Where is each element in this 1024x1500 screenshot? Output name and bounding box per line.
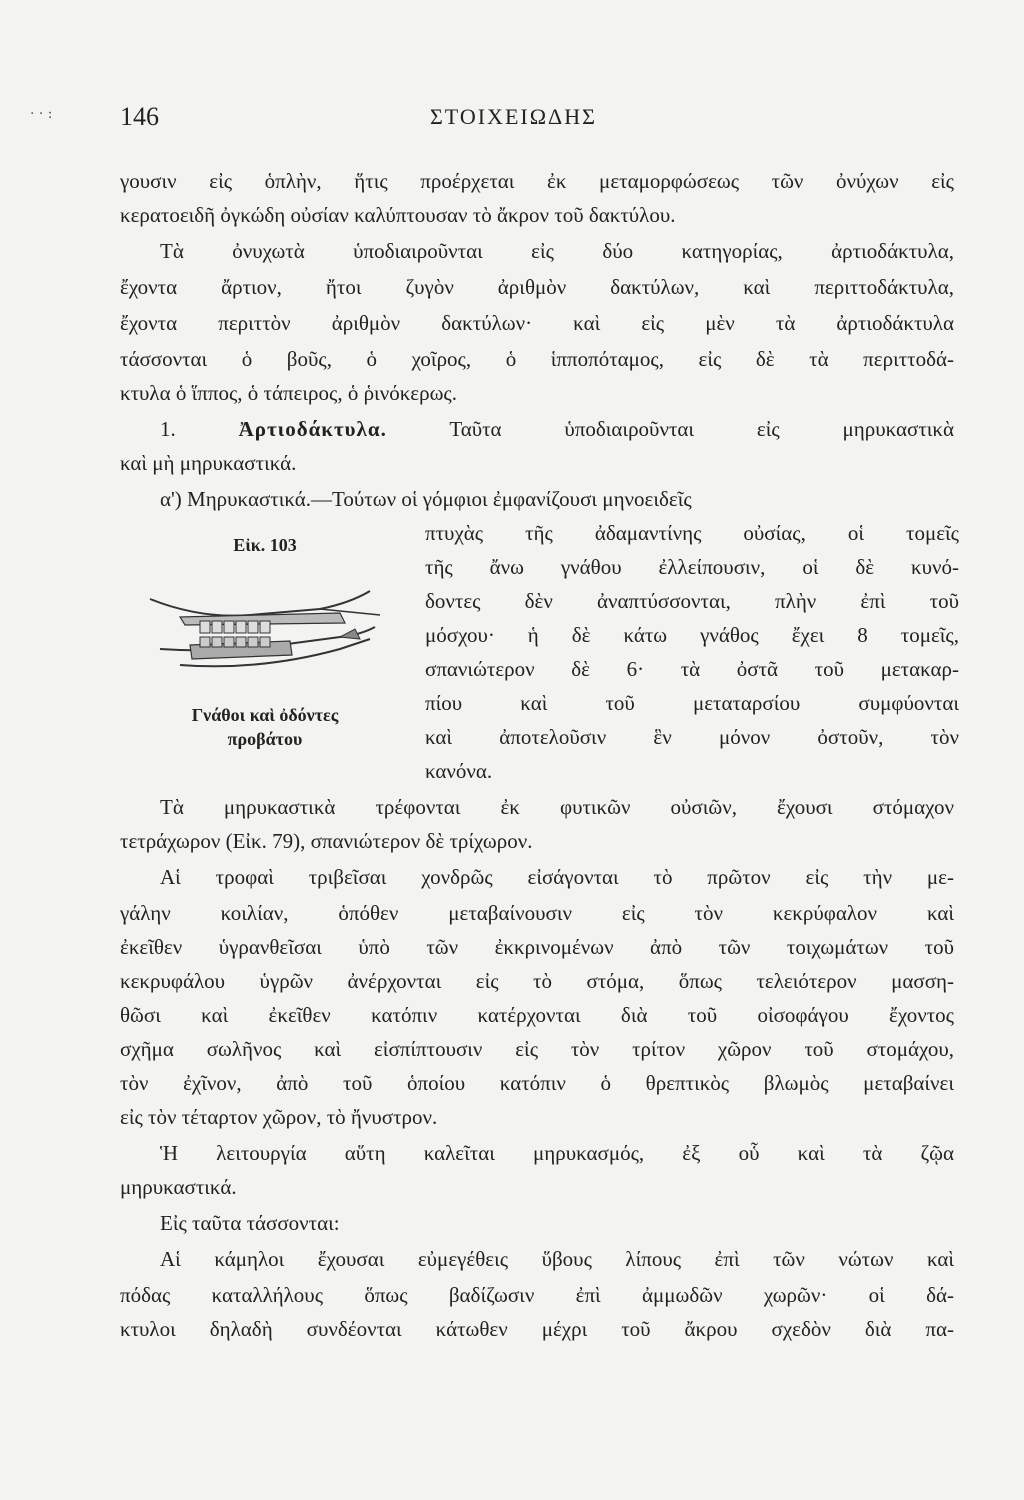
figure-103 (130, 535, 400, 760)
text-line: Αἱ τροφαὶ τριβεῖσαι χονδρῶς εἰσάγονται τὸ πρῶτον εἰς τὴν με- (160, 865, 954, 889)
wrap-line: πτυχὰς τῆς ἀδαμαντίνης οὐσίας, οἱ τομεῖς (425, 521, 959, 545)
sheep-jaws-icon (140, 579, 390, 689)
wrap-line: τῆς ἄνω γνάθου ἐλλείπουσιν, οἱ δὲ κυνό- (425, 555, 959, 579)
text-line: σχῆμα σωλῆνος καὶ εἰσπίπτουσιν εἰς τὸν τρίτον χῶρον τοῦ στομάχου, (120, 1037, 954, 1061)
text-line: Ἡ λειτουργία αὕτη καλεῖται μηρυκασμός, ἐξ οὗ καὶ τὰ ζῷα (160, 1141, 954, 1165)
figure-caption (130, 703, 400, 751)
text-line: καὶ μὴ μηρυκαστικά. (120, 451, 297, 475)
text-line: τάσσονται ὁ βοῦς, ὁ χοῖρος, ὁ ἱπποπόταμος, εἰς δὲ τὰ περιττοδά- (120, 347, 954, 371)
figure-label: Εἰκ. 103 (233, 535, 297, 555)
text-line: Τὰ μηρυκαστικὰ τρέφονται ἐκ φυτικῶν οὐσιῶν, ἔχουσι στόμαχον (160, 795, 954, 819)
text-line: μηρυκαστικά. (120, 1175, 237, 1199)
text-line: Τὰ ὀνυχωτὰ ὑποδιαιροῦνται εἰς δύο κατηγορίας, ἀρτιοδάκτυλα, (160, 239, 954, 263)
text-line: γουσιν εἰς ὁπλὴν, ἥτις προέρχεται ἐκ μεταμορφώσεως τῶν ὀνύχων εἰς (120, 169, 954, 193)
wrap-line: καὶ ἀποτελοῦσιν ἓν μόνον ὀστοῦν, τὸν (425, 725, 959, 749)
text-line: Αἱ κάμηλοι ἔχουσαι εὐμεγέθεις ὕβους λίπους ἐπὶ τῶν νώτων καὶ (160, 1247, 954, 1271)
margin-mark: · · : (30, 106, 53, 122)
text-line: εἰς τὸν τέταρτον χῶρον, τὸ ἤνυστρον. (120, 1105, 438, 1129)
page-header (120, 98, 960, 138)
text-line: κερατοειδῆ ὀγκώδη οὐσίαν καλύπτουσαν τὸ ἄκρον τοῦ δακτύλου. (120, 203, 676, 227)
page-number: 146 (120, 102, 159, 131)
text-line: ἔχοντα ἄρτιον, ἤτοι ζυγὸν ἀριθμὸν δακτύλων, καὶ περιττοδάκτυλα, (120, 275, 954, 299)
wrap-line: σπανιώτερον δὲ 6· τὰ ὀστᾶ τοῦ μετακαρ- (425, 657, 959, 681)
figure-caption-line: προβάτου (227, 729, 303, 749)
section-text: Ταῦτα ὑποδιαιροῦνται εἰς μηρυκαστικὰ (449, 417, 955, 441)
subsection-line (160, 482, 954, 516)
text-line: τὸν ἐχῖνον, ἀπὸ τοῦ ὁποίου κατόπιν ὁ θρεπτικὸς βλωμὸς μεταβαίνει (120, 1071, 954, 1095)
running-title: ΣΤΟΙΧΕΙΩΔΗΣ (430, 104, 597, 129)
text-line: τετράχωρον (Εἰκ. 79), σπανιώτερον δὲ τρίχωρον. (120, 829, 533, 853)
text-line: πόδας καταλλήλους ὅπως βαδίζωσιν ἐπὶ ἀμμωδῶν χωρῶν· οἱ δά- (120, 1283, 954, 1307)
section-heading: Ἀρτιοδάκτυλα. (238, 417, 387, 441)
text-line: κτυλα ὁ ἵππος, ὁ τάπειρος, ὁ ῥινόκερως. (120, 381, 457, 405)
wrap-line: πίου καὶ τοῦ μεταταρσίου συμφύονται (425, 691, 959, 715)
text-line: κεκρυφάλου ὑγρῶν ἀνέρχονται εἰς τὸ στόμα, ὅπως τελειότερον μασση- (120, 969, 954, 993)
wrap-line: δοντες δὲν ἀναπτύσσονται, πλὴν ἐπὶ τοῦ (425, 589, 959, 613)
figure-caption-line: Γνάθοι καὶ ὀδόντες (191, 705, 339, 725)
text-line: θῶσι καὶ ἐκεῖθεν κατόπιν κατέρχονται διὰ τοῦ οἰσοφάγου ἔχοντος (120, 1003, 954, 1027)
wrap-line: μόσχου· ἡ δὲ κάτω γνάθος ἔχει 8 τομεῖς, (425, 623, 959, 647)
wrap-line: κανόνα. (425, 759, 493, 783)
text-line: κτυλοι δηλαδὴ συνδέονται κάτωθεν μέχρι τοῦ ἄκρου σχεδὸν διὰ πα- (120, 1317, 954, 1341)
text-line: ἔχοντα περιττὸν ἀριθμὸν δακτύλων· καὶ εἰς μὲν τὰ ἀρτιοδάκτυλα (120, 311, 954, 335)
subsection-label: α') Μηρυκαστικά. (160, 487, 312, 511)
text-line: γάλην κοιλίαν, ὁπόθεν μεταβαίνουσιν εἰς τὸν κεκρύφαλον καὶ (120, 901, 954, 925)
section-number: 1. (160, 417, 176, 441)
text-line: Εἰς ταῦτα τάσσονται: (160, 1211, 340, 1235)
section-heading-line (160, 412, 954, 446)
text-line: ἐκεῖθεν ὑγρανθεῖσαι ὑπὸ τῶν ἐκκρινομένων ἀπὸ τῶν τοιχωμάτων τοῦ (120, 935, 954, 959)
subsection-text: —Τούτων οἱ γόμφιοι ἐμφανίζουσι μηνοειδεῖς (311, 487, 692, 511)
